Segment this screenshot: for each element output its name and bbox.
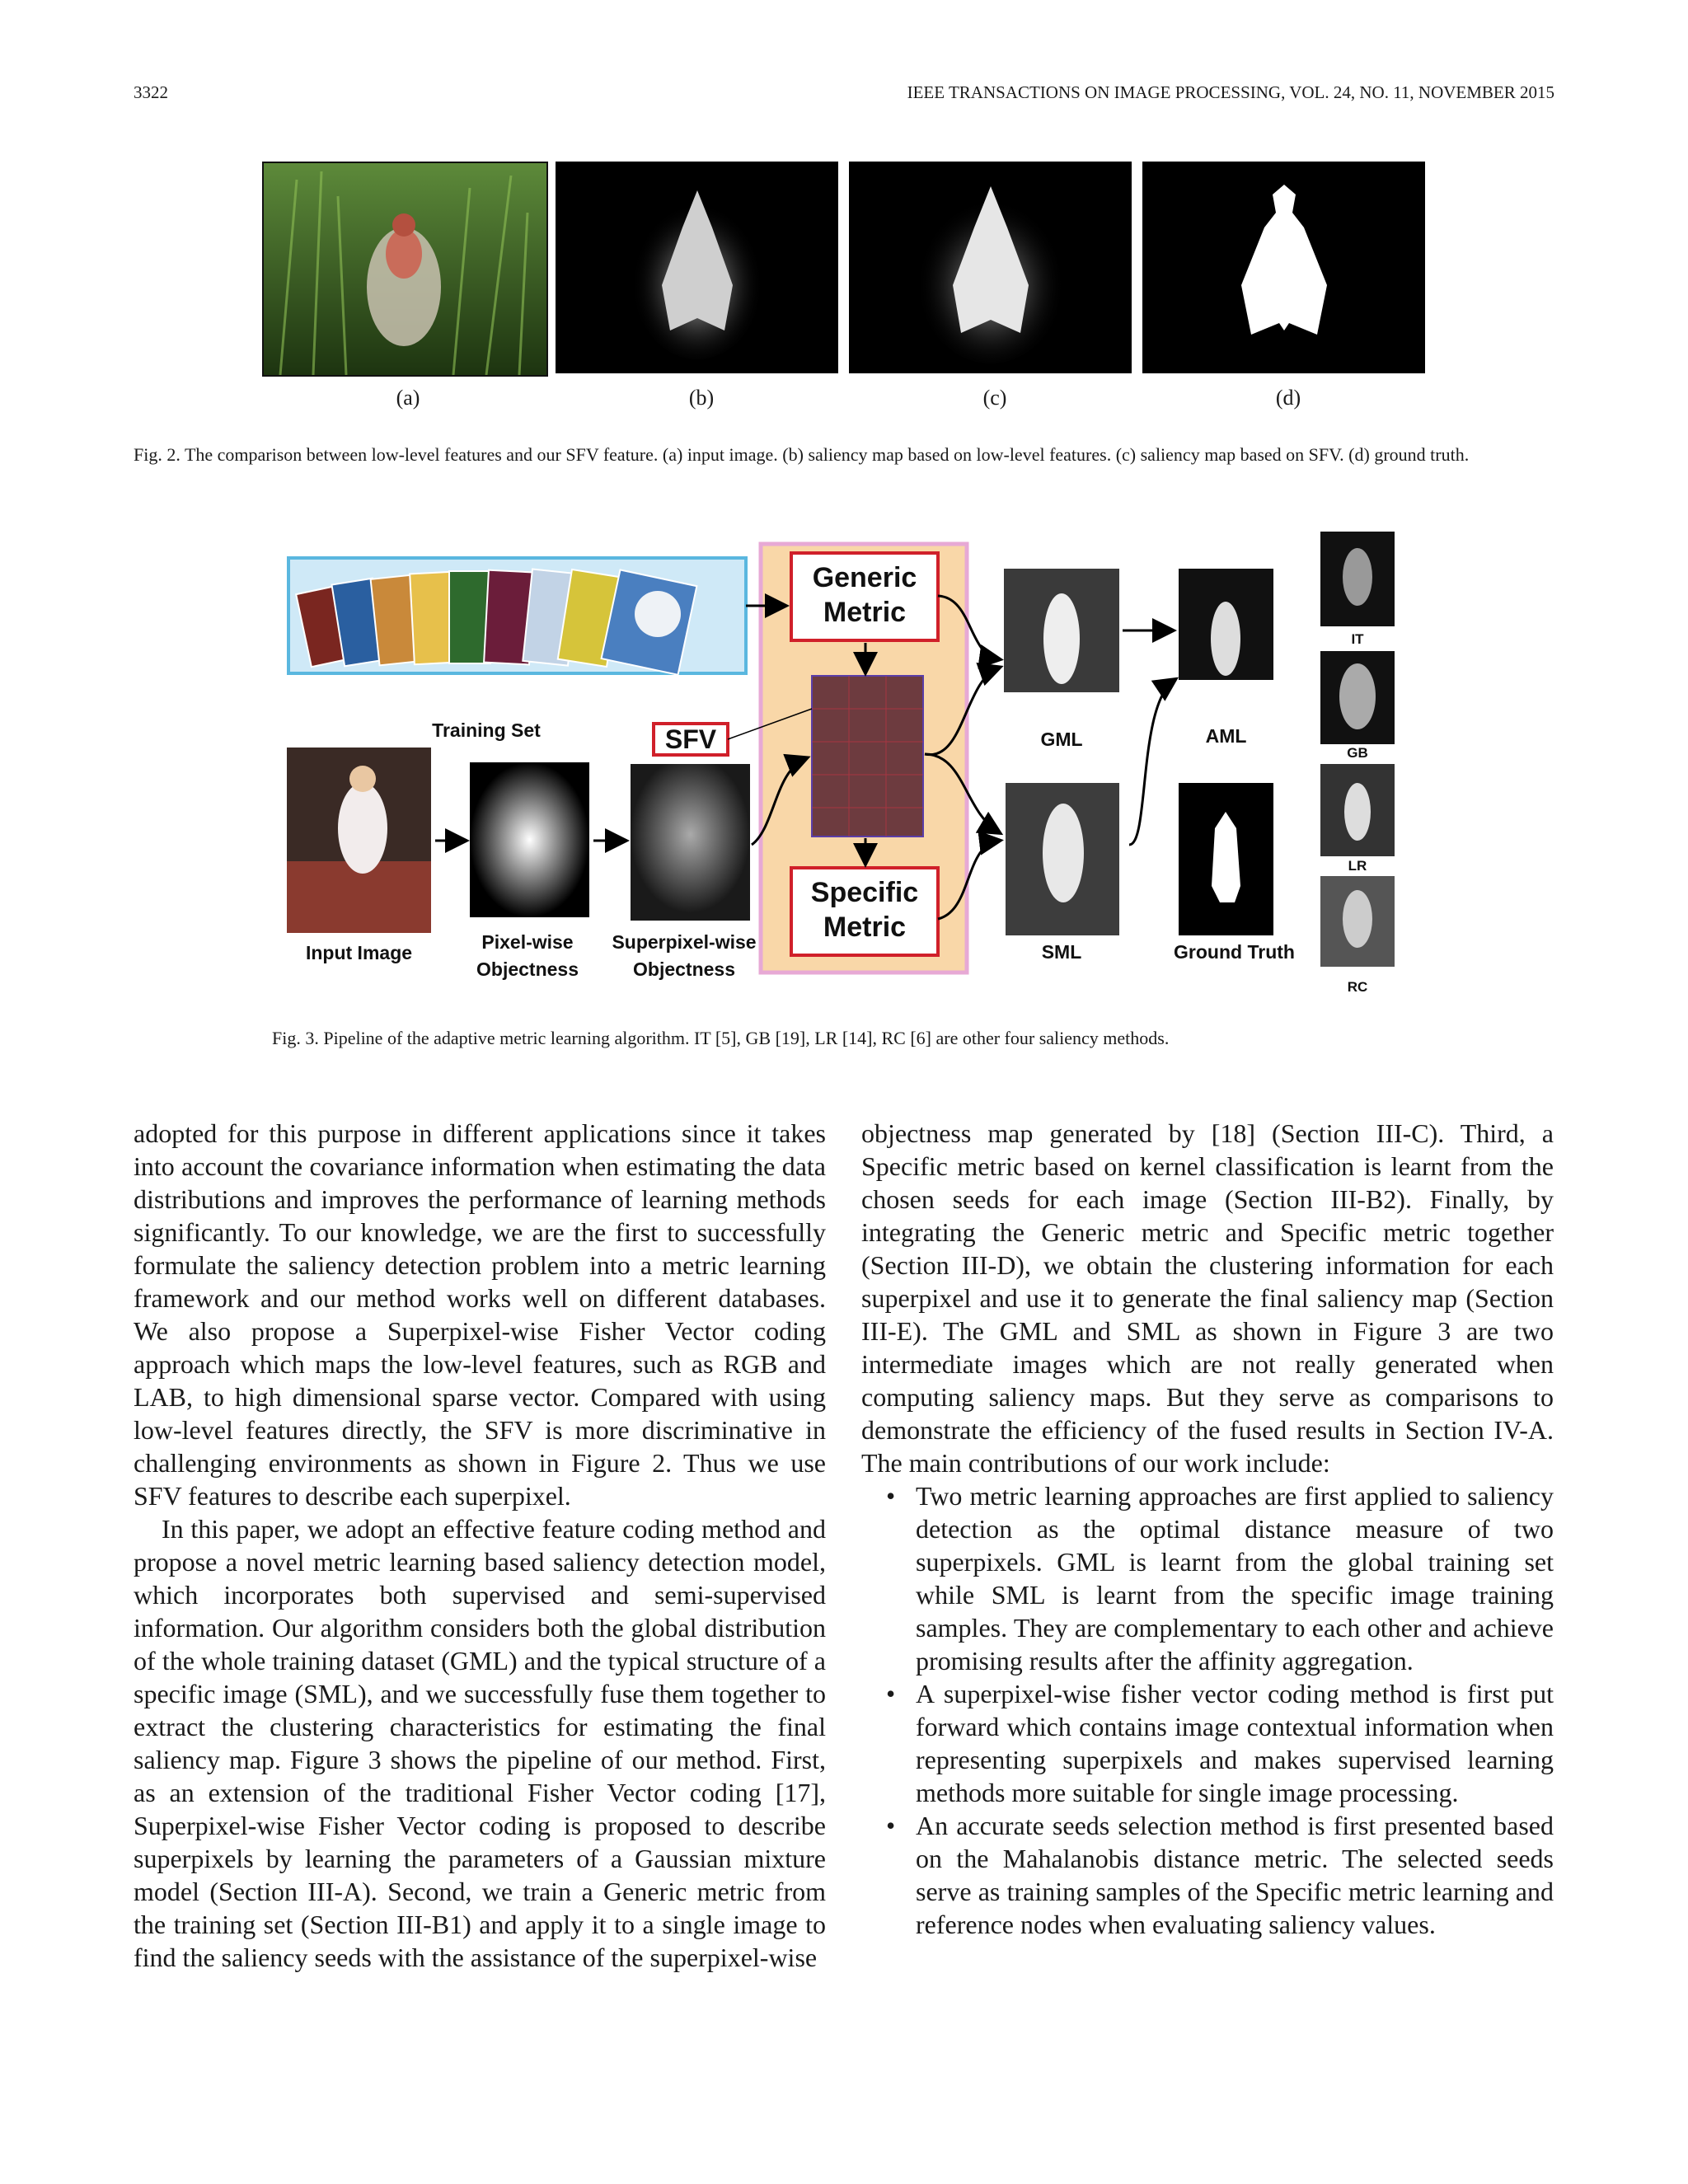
- generic-line-2: Metric: [823, 597, 907, 628]
- fig2-saliency-lowlevel: [556, 162, 838, 373]
- fig2-label-a: (a): [396, 386, 420, 410]
- fig3-label-specific-metric: [791, 875, 938, 944]
- fig3-label-sml: SML: [1041, 941, 1082, 963]
- fig3-label-sfv: SFV: [664, 724, 717, 754]
- super-line-1: Superpixel-wise: [612, 931, 757, 953]
- specific-line-2: Metric: [823, 912, 907, 943]
- specific-line-1: Specific: [810, 877, 919, 908]
- super-line-2: Objectness: [633, 958, 735, 980]
- paragraph: objectness map generated by [18] (Section III-C). Third, a Specific metric based on kernel classification is learnt from the chosen seeds for each image (Section III-B2). Finally, by integrating the Generic metric and Specific metric together (Section III-D), we obtain the clustering information for each superpixel and use it to generate the final saliency map (Section III-E). The GML and SML as shown in Figure 3 are two intermediate images which are not really generated when computing saliency maps. But they serve as comparisons to demonstrate the efficiency of the fused results in Section IV-A. The main contributions of our work include:: [861, 1118, 1554, 1478]
- fig2-saliency-sfv: [849, 162, 1132, 373]
- fig3-label-pixel-wise: [462, 929, 593, 983]
- fig2-label-d: (d): [1275, 386, 1301, 410]
- fig3-label-rc: RC: [1347, 979, 1368, 995]
- fig2-label-b: (b): [688, 386, 715, 410]
- fig2-label-c: (c): [982, 386, 1007, 410]
- running-header: IEEE TRANSACTIONS ON IMAGE PROCESSING, VOL. 24, NO. 11, NOVEMBER 2015: [907, 82, 1554, 102]
- fig3-label-gml: GML: [1040, 729, 1083, 750]
- contributions-list: [861, 1479, 1554, 1941]
- fig2-ground-truth: [1142, 162, 1425, 373]
- left-column: [134, 1117, 826, 1974]
- fig2-input-image: [262, 162, 548, 377]
- fig3-label-it: IT: [1351, 631, 1364, 647]
- list-item: • A superpixel-wise fisher vector coding method is first put forward which contains image contextual information when representing superpixels and makes supervised learning methods more suitable for single image processing.: [861, 1677, 1554, 1809]
- fig3-label-lr: LR: [1348, 858, 1367, 874]
- page-number: 3322: [134, 82, 168, 102]
- right-column: [861, 1117, 1554, 1941]
- generic-line-1: Generic: [812, 562, 917, 593]
- pixel-line-2: Objectness: [476, 958, 579, 980]
- paragraph: In this paper, we adopt an effective feature coding method and propose a novel metric learning based saliency detection model, which incorporates both supervised and semi-supervised information. Our algorithm considers both the global distribution of the whole training dataset (GML) and the typical structure of a specific image (SML), and we successfully fuse them together to extract the clustering characteristics for estimating the final saliency map. Figure 3 shows the pipeline of our method. First, as an extension of the traditional Fisher Vector coding [17], Superpixel-wise Fisher Vector coding is proposed to describe superpixels by learning the parameters of a Gaussian mixture model (Section III-A). Second, we train a Generic metric from the training set (Section III-B1) and apply it to a single image to find the saliency seeds with the assistance of the superpixel-wise: [134, 1514, 826, 1972]
- fig3-label-superpixel-wise: [606, 929, 762, 983]
- fig3-label-input-image: Input Image: [305, 942, 413, 963]
- fig3-label-aml: AML: [1205, 725, 1247, 747]
- pixel-line-1: Pixel-wise: [481, 931, 574, 953]
- fig2-caption: Fig. 2. The comparison between low-level features and our SFV feature. (a) input image. (b) saliency map based on low-level features. (c) saliency map based on SFV. (d) ground truth.: [134, 444, 1470, 465]
- fig3-caption: Fig. 3. Pipeline of the adaptive metric learning algorithm. IT [5], GB [19], LR [14], RC [6] are other four saliency methods.: [272, 1028, 1170, 1048]
- fig3-label-gb: GB: [1347, 745, 1368, 761]
- fig3-label-training-set: Training Set: [432, 719, 541, 741]
- paragraph: adopted for this purpose in different applications since it takes into account the covariance information when estimating the data distributions and improves the performance of learning methods significantly. To our knowledge, we are the first to successfully formulate the saliency detection problem into a metric learning framework and our method works well on different databases. We also propose a Superpixel-wise Fisher Vector coding approach which maps the low-level features, such as RGB and LAB, to high dimensional sparse vector. Compared with using low-level features directly, the SFV is more discriminative in challenging environments as shown in Figure 2. Thus we use SFV features to describe each superpixel.: [134, 1118, 826, 1511]
- list-item: • Two metric learning approaches are first applied to saliency detection as the optimal distance measure of two superpixels. GML is learnt from the global training set while SML is learnt from the specific image training samples. They are complementary to each other and achieve promising results after the affinity aggregation.: [861, 1479, 1554, 1677]
- fig3-label-ground-truth: Ground Truth: [1174, 941, 1295, 963]
- list-item: • An accurate seeds selection method is first presented based on the Mahalanobis distance metric. The selected seeds serve as training samples of the Specific metric learning and reference nodes when evaluating saliency values.: [861, 1809, 1554, 1941]
- fig3-label-generic-metric: [791, 560, 938, 630]
